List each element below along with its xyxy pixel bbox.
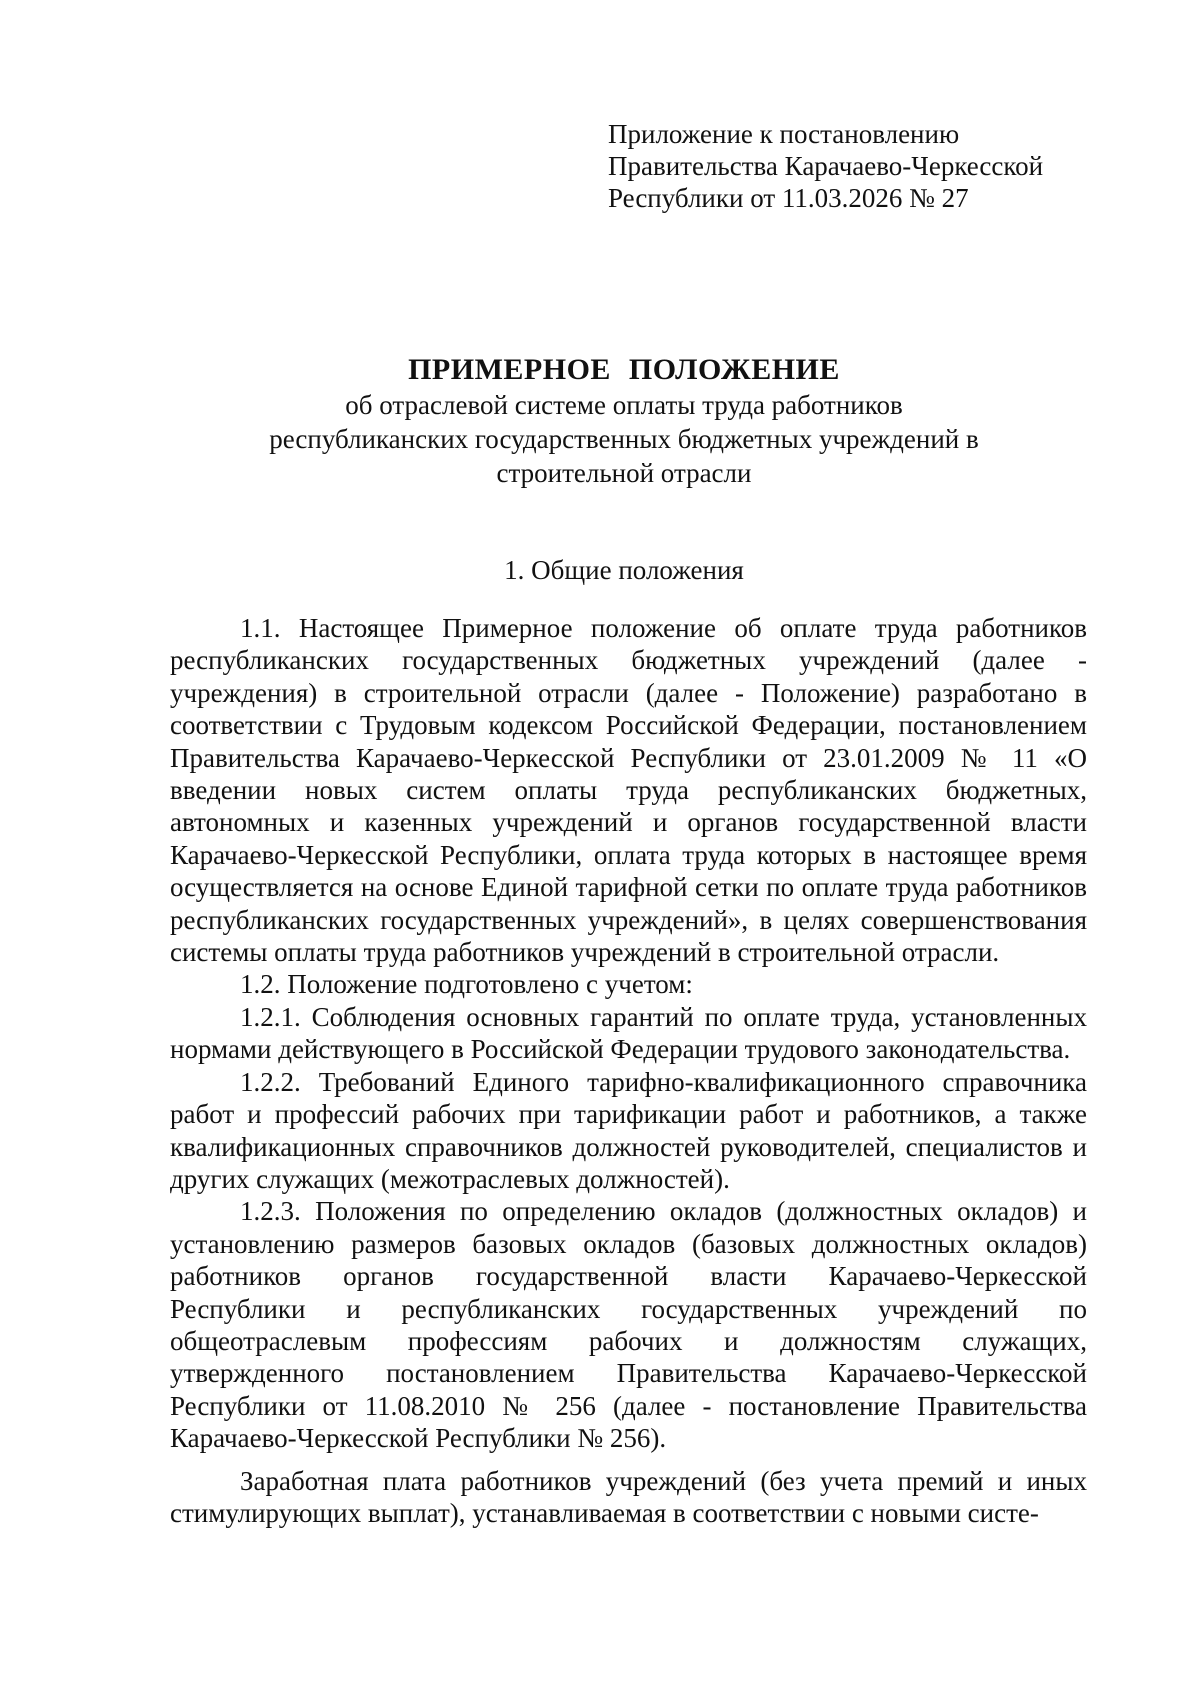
- paragraph-1-2-1: 1.2.1. Соблюдения основных гарантий по оплате труда, установленных нормами действующего в Российской Федерации трудового законодательства.: [170, 1001, 1087, 1065]
- paragraph-1-2: 1.2. Положение подготовлено с учетом:: [240, 969, 693, 1000]
- document-subtitle-line-1: об отраслевой системе оплаты труда работников: [345, 390, 903, 420]
- document-title: ПРИМЕРНОЕ ПОЛОЖЕНИЕ: [408, 353, 840, 386]
- section-heading-general: 1. Общие положения: [504, 555, 744, 585]
- appendix-note: [608, 118, 1128, 214]
- paragraph-1-2-2: 1.2.2. Требований Единого тарифно-квалификационного справочника работ и профессий рабочих при тарификации работ и работников, а также квалификационных справочников должностей руководителей, специалистов и других служащих (межотраслевых должностей).: [170, 1066, 1087, 1194]
- appendix-line-1: Приложение к постановлению: [608, 119, 960, 149]
- paragraph-1-1: 1.1. Настоящее Примерное положение об оплате труда работников республиканских государственных бюджетных учреждений (далее - учреждения) в строительной отрасли (далее - Положение) разработано в соответствии с Трудовым кодексом Российской Федерации, постановлением Правительства Карачаево-Черкесской Республики от 23.01.2009 № 11 «О введении новых систем оплаты труда республиканских бюджетных, автономных и казенных учреждений и органов государственной власти Карачаево-Черкесской Республики, оплата труда которых в настоящее время осуществляется на основе Единой тарифной сетки по оплате труда работников республиканских государственных учреждений», в целях совершенствования системы оплаты труда работников учреждений в строительной отрасли.: [170, 613, 1087, 968]
- paragraph-salary: Заработная плата работников учреждений (без учета премий и иных стимулирующих выплат), устанавливаемая в соответствии с новыми систе-: [170, 1465, 1087, 1528]
- appendix-line-2: Правительства Карачаево-Черкесской: [608, 151, 1044, 181]
- document-body: [170, 612, 1087, 1529]
- paragraph-1-2-3: 1.2.3. Положения по определению окладов (должностных окладов) и установлению размеров базовых окладов (базовых должностных окладов) работников органов государственной власти Карачаево-Черкесской Республики и республиканских государственных учреждений по общеотраслевым профессиям рабочих и должностям служащих, утвержденного постановлением Правительства Карачаево-Черкесской Республики от 11.08.2010 № 256 (далее - постановление Правительства Карачаево-Черкесской Республики № 256).: [170, 1196, 1087, 1454]
- document-subtitle-line-2: республиканских государственных бюджетных учреждений в: [269, 424, 979, 454]
- appendix-line-3: Республики от 11.03.2026 № 27: [608, 183, 969, 213]
- document-subtitle-line-3: строительной отрасли: [496, 458, 752, 488]
- document-title-block: [160, 352, 1088, 490]
